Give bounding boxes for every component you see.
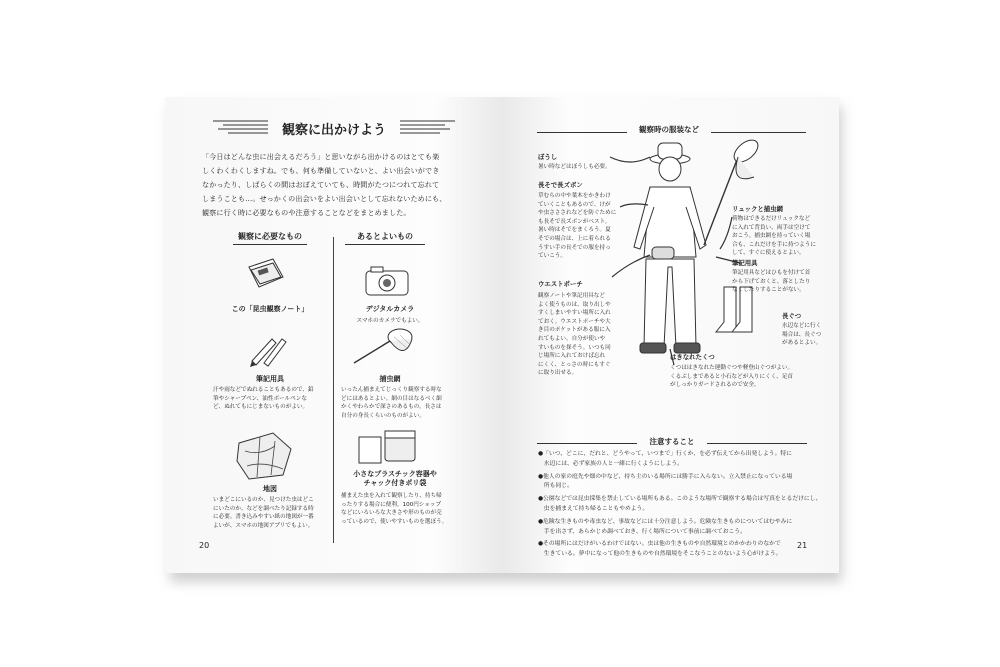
desc-line: よいが、スマホの地図アプリでもよい。 bbox=[213, 522, 314, 529]
item-net-label: 捕虫網 bbox=[379, 375, 401, 383]
open-book bbox=[165, 97, 839, 573]
title-decoration-left bbox=[213, 117, 273, 137]
desc-line: 暑い時はそでをまくろう。夏 bbox=[538, 227, 611, 234]
pouch-label: ウエストポーチ bbox=[538, 280, 583, 288]
caution-item: ●その場所にはだけがいるわけではない。虫は他の生きものや自然環境とのかかわりのなかで bbox=[538, 541, 781, 548]
intro-paragraph bbox=[202, 150, 472, 220]
section-title-clothing: 観察時の服装など bbox=[639, 125, 699, 134]
intro-line: なかったり、しばらくの間はおぼえていても、時間がたつにつれて忘れて bbox=[202, 180, 440, 190]
desc-line: などにいろいろな大きさや形のものが売 bbox=[341, 510, 442, 517]
desc-line: 汗や雨などでぬれることもあるので、鉛 bbox=[213, 387, 314, 393]
section-title-caution: 注意すること bbox=[649, 437, 695, 446]
shoes-desc bbox=[670, 364, 835, 390]
caution-item: ●公園などでは昆虫採集を禁止している場所もある。このような場所で観察する場合は写真をとるだけにし、 bbox=[538, 496, 822, 503]
intro-line: しまうことも…。せっかくの出会いをよい出会いとして忘れないためにも、 bbox=[202, 194, 447, 204]
item-camera-label: デジタルカメラ bbox=[365, 305, 415, 313]
item-map-label: 地図 bbox=[263, 485, 277, 493]
desc-line: があるとよい。 bbox=[782, 340, 822, 347]
heading-rule bbox=[345, 244, 425, 245]
desc-line: 自分の身長くらいのものがよい。 bbox=[341, 412, 425, 419]
desc-line: ったりする場合に便利。100円ショップ bbox=[341, 501, 442, 508]
caution-list bbox=[538, 450, 823, 560]
desc-line: うすい手の長そでの服を持っ bbox=[538, 244, 611, 251]
desc-line: 荷物はできるだけリュックなど bbox=[732, 216, 811, 222]
desc-line: き目のポケットがある服に入 bbox=[538, 327, 611, 334]
desc-line: にくく、とっさの時にもすぐ bbox=[538, 361, 611, 368]
caution-item: 水辺には、必ず家族の人と一緒に行くようにしよう。 bbox=[538, 460, 683, 467]
col-heading-optional: あるとよいもの bbox=[357, 232, 413, 241]
desc-line: じ場所に入れておけば忘れ bbox=[538, 353, 606, 360]
desc-line: して、すぐに使えるとよい。 bbox=[732, 250, 805, 257]
item-notebook-label: この「昆虫観察ノート」 bbox=[231, 305, 309, 313]
map-icon bbox=[235, 431, 295, 481]
notebook-icon bbox=[243, 257, 288, 297]
boots-label: 長ぐつ bbox=[782, 312, 802, 320]
desc-line: なくしたりすることがない。 bbox=[732, 287, 805, 294]
title-decoration-right bbox=[395, 117, 455, 137]
desc-line: かくやわらかで深さのあるもの。長さは bbox=[341, 404, 442, 411]
desc-line: くつははきなれた運動ぐつや軽登山ぐつがよい。 bbox=[670, 365, 794, 371]
desc-line: 草むらの中や葉木をかきわけ bbox=[538, 193, 611, 199]
desc-line: っているので、使いやすいものを選ぼう。 bbox=[341, 518, 448, 525]
desc-line: や虫ささされなどを防ぐために bbox=[538, 210, 617, 217]
left-page bbox=[165, 97, 502, 573]
desc-line: 場合は、長ぐつ bbox=[782, 331, 822, 338]
desc-line: すいものを探そう。いつも同 bbox=[538, 344, 611, 351]
desc-line: そでの場合は、上に着られる bbox=[538, 235, 611, 242]
stationery-desc bbox=[732, 269, 832, 295]
column-divider bbox=[333, 237, 334, 543]
desc-line: 暑い時などはぼうしも必要。 bbox=[538, 164, 611, 170]
backpack-desc bbox=[732, 215, 832, 258]
desc-line: 合も、これだけを手に持つように bbox=[732, 241, 816, 248]
item-pens-desc bbox=[213, 386, 333, 412]
desc-line: 筆やシャープペン、油性ボールペンな bbox=[213, 395, 307, 402]
item-pens-label: 筆記用具 bbox=[256, 375, 284, 383]
desc-line: おこう。捕虫網を持っていく場 bbox=[732, 233, 811, 240]
desc-line: 水辺などに行く bbox=[782, 323, 822, 329]
caution-item: 生きている。夢中になって他の生きものや自然環境をそこなうことのないよう心がけよう。 bbox=[538, 551, 782, 558]
intro-line: しくわくわくしますね。でも、何も準備していないと、よい出会いができ bbox=[202, 166, 440, 176]
heading-rule bbox=[537, 443, 637, 444]
pencil-icon bbox=[250, 333, 290, 367]
desc-line: も長そで長ズボンがベスト。 bbox=[538, 218, 611, 225]
intro-line: 観察に行く時に必要なものや注意することなどをまとめました。 bbox=[202, 208, 411, 218]
desc-line: から下げておくと、落としたり bbox=[732, 278, 811, 285]
caution-item: 手を出さず、あらかじめ調べておき、行く場所について事前に調べておこう。 bbox=[538, 528, 746, 535]
camera-icon bbox=[363, 263, 413, 299]
desc-line: 観察ノートや筆記用具など bbox=[538, 293, 605, 299]
desc-line: れてもよい。自分が使いや bbox=[538, 335, 606, 342]
caution-item: ●危険な生きものや毒虫など、事故などには十分注意しよう。危険な生きものについてはむやみに bbox=[538, 518, 793, 525]
caution-item: 虫を捕まえて持ち帰ることもやめよう。 bbox=[538, 505, 649, 512]
hat-label: ぼうし bbox=[538, 153, 558, 161]
intro-line: 「今日はどんな虫に出会えるだろう」と思いながら出かけるのはとても楽 bbox=[202, 152, 440, 161]
desc-line: に必要。書き込みやすい紙の地図が一番 bbox=[213, 514, 314, 521]
desc-line: どにはあるとよい。網の目はなるべく細 bbox=[341, 395, 442, 402]
heading-rule bbox=[233, 244, 307, 245]
item-map-desc bbox=[213, 496, 333, 530]
desc-line: いったん捕まえてじっくり観察する時な bbox=[341, 387, 442, 393]
backpack-label: リュックと捕虫網 bbox=[732, 205, 783, 213]
pouch-desc bbox=[538, 292, 633, 378]
desc-line: ていくこともあるので、けが bbox=[538, 201, 611, 208]
desc-line: ていこう。 bbox=[538, 253, 566, 260]
caution-item: 所も同じ。 bbox=[538, 483, 573, 490]
item-container-desc bbox=[341, 492, 466, 526]
desc-line: がしっかりガードされるので安全。 bbox=[670, 382, 760, 389]
boots-desc bbox=[782, 322, 837, 348]
heading-rule bbox=[707, 443, 807, 444]
desc-line: に入れて背負い、両手は空けて bbox=[732, 224, 811, 231]
item-container-label bbox=[335, 470, 455, 488]
page-number: 20 bbox=[199, 541, 210, 550]
shoes-label: はきなれたくつ bbox=[670, 353, 715, 361]
desc-line: にいたのか、などを調べたり記録する時 bbox=[213, 505, 314, 512]
desc-line: いまどこにいるのか、見つけた虫はどこ bbox=[213, 497, 314, 503]
caution-item: ●「いつ、どこに、だれと、どうやって、いつまで」行くか、を必ず伝えてから出発しよう。特に bbox=[538, 451, 792, 457]
item-camera-desc bbox=[335, 317, 445, 326]
page-title: 観察に出かけよう bbox=[281, 123, 386, 138]
desc-line: 捕まえた虫を入れて観察したり、持ち帰 bbox=[341, 493, 442, 499]
heading-rule bbox=[537, 132, 627, 133]
sleeves-desc bbox=[538, 192, 633, 261]
sleeves-label: 長そで長ズボン bbox=[538, 181, 583, 189]
page-number: 21 bbox=[797, 541, 808, 550]
hat-desc bbox=[538, 163, 611, 172]
right-page bbox=[502, 97, 839, 573]
plastic-container-icon bbox=[355, 427, 425, 467]
heading-rule bbox=[711, 132, 806, 133]
stationery-label: 筆記用具 bbox=[732, 259, 758, 267]
caution-item: ●他人の家の庭先や畑の中など、持ち主のいる場所には勝手に入らない。立入禁止になっている場 bbox=[538, 473, 793, 480]
desc-line: ど、ぬれてもにじまないものがよい。 bbox=[213, 404, 309, 411]
col-heading-required: 観察に必要なもの bbox=[238, 232, 302, 241]
desc-line: よく使うものは、取り出しや bbox=[538, 301, 611, 308]
desc-line: くるぶしまであると小石などが入りにくく、足首 bbox=[670, 373, 793, 380]
desc-line: ておく。ウエストポーチや大 bbox=[538, 318, 611, 325]
insect-net-icon bbox=[350, 327, 420, 367]
desc-line: に取り出せる。 bbox=[538, 370, 578, 377]
desc-line: 筆記用具などはひもを付けて首 bbox=[732, 270, 811, 276]
label-line: チャック付きポリ袋 bbox=[363, 479, 427, 488]
item-net-desc bbox=[341, 386, 466, 420]
desc-line: すくしまいやすい場所に入れ bbox=[538, 310, 611, 317]
label-line: 小さなプラスチック容器や bbox=[353, 470, 437, 478]
desc-line: スマホのカメラでもよい。 bbox=[356, 318, 424, 324]
